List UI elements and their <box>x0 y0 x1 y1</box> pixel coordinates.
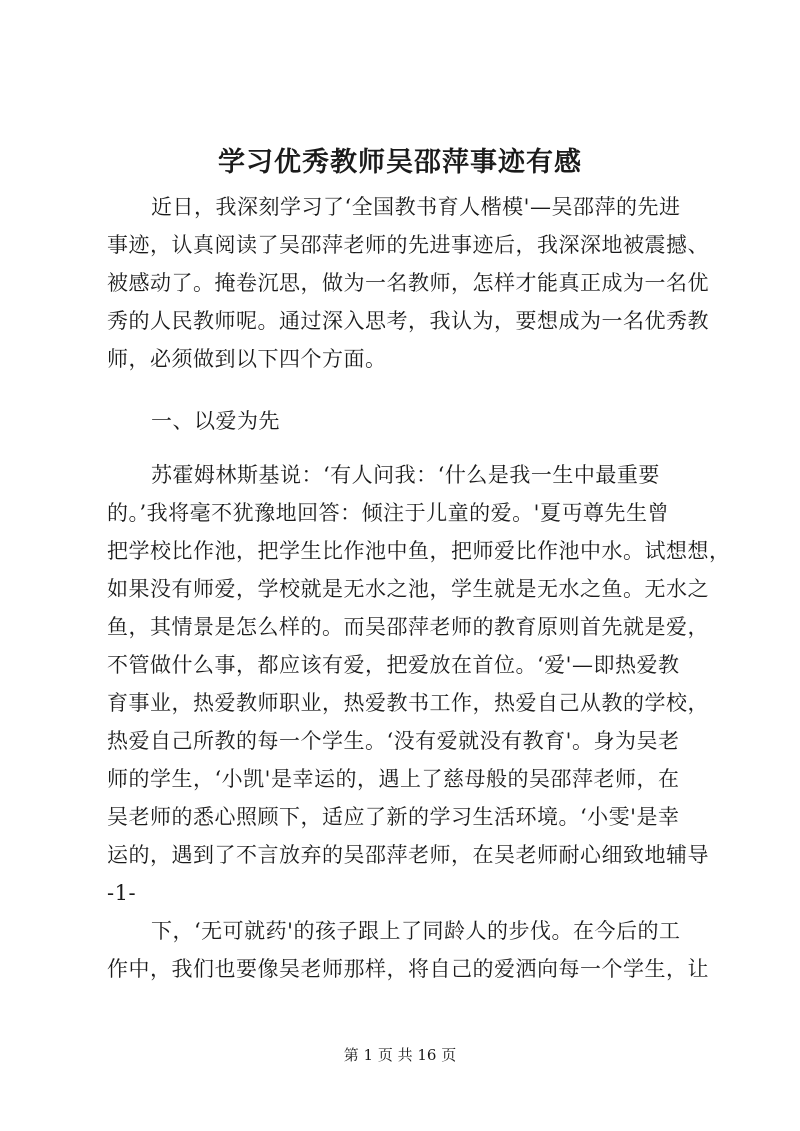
text-line: 师，必须做到以下四个方面。 <box>107 347 387 371</box>
paragraph-continued <box>107 912 709 988</box>
text-line: 作中，我们也要像吴老师那样，将自己的爱洒向每一个学生，让 <box>107 957 709 981</box>
page-footer: 第 1 页 共 16 页 <box>343 1046 457 1064</box>
text-line: 的。’我将毫不犹豫地回答：倾注于儿童的爱。'夏丏尊先生曾 <box>107 501 669 525</box>
section-heading: 一、以爱为先 <box>151 409 280 433</box>
text-line: 不管做什么事，都应该有爱，把爱放在首位。‘爱'—即热爱教 <box>107 653 680 677</box>
text-line: 鱼，其情景是怎么样的。而吴邵萍老师的教育原则首先就是爱， <box>107 615 709 639</box>
text-line: 苏霍姆林斯基说：‘有人问我：‘什么是我一生中最重要 <box>151 463 660 487</box>
text-line: 吴老师的悉心照顾下，适应了新的学习生活环境。‘小雯'是幸 <box>107 805 680 829</box>
document-title: 学习优秀教师吴邵萍事迹有感 <box>218 147 582 178</box>
text-line: 如果没有师爱，学校就是无水之池，学生就是无水之鱼。无水之 <box>107 577 709 601</box>
text-line: 师的学生，‘小凯'是幸运的，遇上了慈母般的吴邵萍老师，在 <box>107 767 680 791</box>
page-marker: -1- <box>107 881 137 905</box>
text-line: 把学校比作池，把学生比作池中鱼，把师爱比作池中水。试想想， <box>107 539 731 563</box>
text-line: 下，‘无可就药'的孩子跟上了同龄人的步伐。在今后的工 <box>151 919 681 943</box>
paragraph-intro <box>107 188 709 378</box>
text-line: 近日，我深刻学习了‘全国教书育人楷模'—吴邵萍的先进 <box>151 195 681 219</box>
text-line: 秀的人民教师呢。通过深入思考，我认为，要想成为一名优秀教 <box>107 309 709 333</box>
text-line: 事迹，认真阅读了吴邵萍老师的先进事迹后，我深深地被震撼、 <box>107 233 709 257</box>
text-line: 热爱自己所教的每一个学生。‘没有爱就没有教育'。身为吴老 <box>107 729 680 753</box>
text-line: 运的，遇到了不言放弃的吴邵萍老师，在吴老师耐心细致地辅导 <box>107 843 709 867</box>
text-line: 育事业，热爱教师职业，热爱教书工作，热爱自己从教的学校， <box>107 691 709 715</box>
document-body <box>107 188 731 988</box>
text-line: 被感动了。掩卷沉思，做为一名教师，怎样才能真正成为一名优 <box>107 271 709 295</box>
paragraph-love-first <box>107 456 731 874</box>
